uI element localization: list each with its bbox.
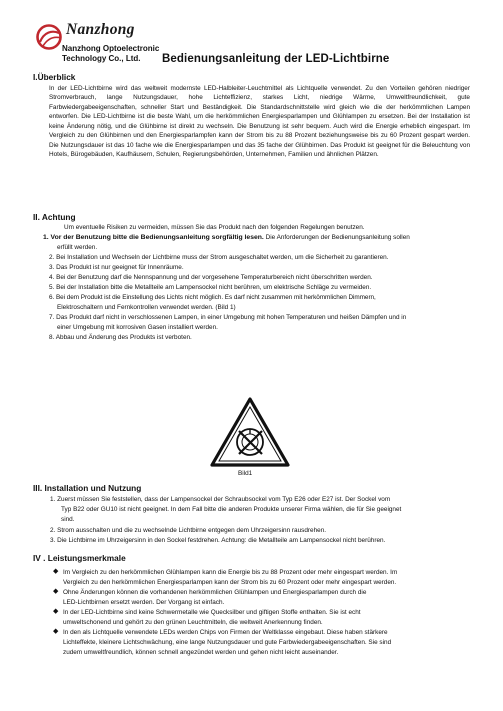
figure-caption: Bild1 xyxy=(238,470,253,477)
installation-item-1-cont: Typ B22 oder GU10 ist nicht geeignet. In dem Fall bitte die anderen Produkte unserer Firma wählen, die für Sie geeignet xyxy=(61,506,402,513)
attention-item-3: 3. Das Produkt ist nur geeignet für Innenräume. xyxy=(49,264,184,271)
attention-item-4: 4. Bei der Benutzung darf die Nennspannung und der vorgesehene Temperaturbereich nicht überschritten werden. xyxy=(49,274,373,281)
nanzhong-logo-icon xyxy=(34,22,64,52)
company-name: Nanzhong Optoelectronic Technology Co., Ltd. xyxy=(62,44,160,63)
installation-item-1-cont2: sind. xyxy=(61,516,75,523)
attention-item-8: 8. Abbau und Änderung des Produkts ist verboten. xyxy=(49,334,192,341)
feature-1-cont: Vergleich zu den herkömmlichen Energiesparlampen kann der Strom bis zu 60 Prozent oder mehr eingespart werden. xyxy=(63,579,397,586)
bullet-icon: ◆ xyxy=(53,628,59,635)
installation-item-1: 1. Zuerst müssen Sie feststellen, dass der Lampensockel der Schraubsockel vom Typ E26 oder E27 ist. Der Sockel vom xyxy=(50,496,391,503)
feature-2-cont: LED-Lichtbirnen ersetzt werden. Der Vorgang ist einfach. xyxy=(63,599,225,606)
attention-item-7: 7. Das Produkt darf nicht in verschlossenen Lampen, in einer Umgebung mit hohen Temperaturen und heißen Dämpfen und in xyxy=(49,314,407,321)
feature-3-cont: umweltschonend und gehört zu den grünen Leuchtmitteln, die weltweit Anerkennung finden. xyxy=(63,619,323,626)
section-heading-installation: III. Installation und Nutzung xyxy=(33,483,142,493)
installation-item-2: 2. Strom ausschalten und die zu wechselnde Lichtbirne entgegen dem Uhrzeigersinn rausdrehen. xyxy=(50,527,327,534)
attention-item-1: 1. Vor der Benutzung bitte die Bedienungsanleitung sorgfältig lesen. Die Anforderungen der Bedienungsanleitung sollen xyxy=(43,234,410,241)
section-heading-features: IV . Leistungsmerkmale xyxy=(33,553,126,563)
attention-item-6-cont: Elektroschaltern und Fernkontrollen verwendet werden. (Bild 1) xyxy=(57,304,236,311)
attention-item-5: 5. Bei der Installation bitte die Metallteile am Lampensockel nicht berühren, um elektrische Schläge zu vermeiden. xyxy=(49,284,372,291)
installation-item-3: 3. Die Lichtbirne im Uhrzeigersinn in den Sockel festdrehen. Achtung: die Metallteile am Lampensockel nicht berühren. xyxy=(50,537,386,544)
feature-1: Im Vergleich zu den herkömmlichen Glühlampen kann die Energie bis zu 88 Prozent oder mehr eingespart werden. Im xyxy=(63,569,398,576)
feature-4: In den als Lichtquelle verwendete LEDs werden Chips von Firmen der Weltklasse eingebaut. Diese haben stärkere xyxy=(63,629,388,636)
logo-wordmark: Nanzhong xyxy=(66,21,135,38)
no-dimmer-warning-icon xyxy=(209,396,291,468)
attention-item-1-cont: erfüllt werden. xyxy=(57,244,98,251)
section-heading-attention: II. Achtung xyxy=(33,212,76,222)
attention-item-7-cont: einer Umgebung mit korrosiven Gasen installiert werden. xyxy=(57,324,218,331)
overview-paragraph: In der LED-Lichtbirne wird das weltweit modernste LED-Halbleiter-Leuchtmittel als Lichtquelle verwendet. Zu den Vorteilen gehören niedriger Stromverbrauch, lange Nutzungsdauer, hohe Lichteffizienz, starkes Licht, niedrige Wärme, Umweltfreundlichkeit, gute Farbwiedergabeeigenschaften, schneller Start und Beständigkeit. Die Standardschnittstelle wird gleich wie die der herkömmlichen Lampen entworfen. Die LED-Lichtbirne ist die beste Wahl, um die herkömmlichen Energiesparlampen und Glühlampen zu ersetzen. Bei der Installation ist keine Änderung nötig, und die Glühbirne ist direkt zu wechseln. Die Benutzung ist sehr bequem. Auch wird die Energie erheblich eingespart. Im Vergleich zu den Glühbirnen und den Energiesparlampfen kann der Strom bis zu 88 Prozent beziehungsweise bis zu 60 Prozent gespart werden. Die Nutzungsdauer ist das 10 fache wie die Energiesparlampen und das 35 fache der Glühbirnen. Das Produkt ist geeignet für die Beleuchtung von Hotels, Bürogebäuden, Kaufhäusern, Schulen, Regierungsbehörden, Unternehmen, Familien und ähnlichen Plätzen. xyxy=(49,85,470,159)
feature-2: Ohne Änderungen können die vorhandenen herkömmlichen Glühlampen und Energiesparlampen durch die xyxy=(63,589,367,596)
feature-4-cont2: zudem umweltfreundlich, können schnell angezündet werden und gehen nicht leicht auseinander. xyxy=(63,649,339,656)
bullet-icon: ◆ xyxy=(53,588,59,595)
attention-item-6: 6. Bei dem Produkt ist die Einstellung des Lichts nicht möglich. Es darf nicht zusammen mit herkömmlichen Dimmern, xyxy=(49,294,376,301)
feature-3: In der LED-Lichtbirne sind keine Schwermetalle wie Quecksilber und giftigen Stoffe enthalten. Sie ist echt xyxy=(63,609,361,616)
bullet-icon: ◆ xyxy=(53,568,59,575)
section-heading-overview: I.Überblick xyxy=(33,72,76,82)
feature-4-cont: Lichteffekte, kleinere Lichtschwächung, eine lange Nutzungsdauer und gute Farbwiedergabeeigenschaften. Sie sind xyxy=(63,639,392,646)
company-logo xyxy=(34,21,164,63)
attention-intro: Um eventuelle Risiken zu vermeiden, müssen Sie das Produkt nach den folgenden Regelungen benutzen. xyxy=(64,224,365,231)
bullet-icon: ◆ xyxy=(53,608,59,615)
attention-item-2: 2. Bei Installation und Wechseln der Lichtbirne muss der Strom ausgeschaltet werden, um die Sicherheit zu garantieren. xyxy=(49,254,389,261)
document-title: Bedienungsanleitung der LED-Lichtbirne xyxy=(162,53,390,65)
